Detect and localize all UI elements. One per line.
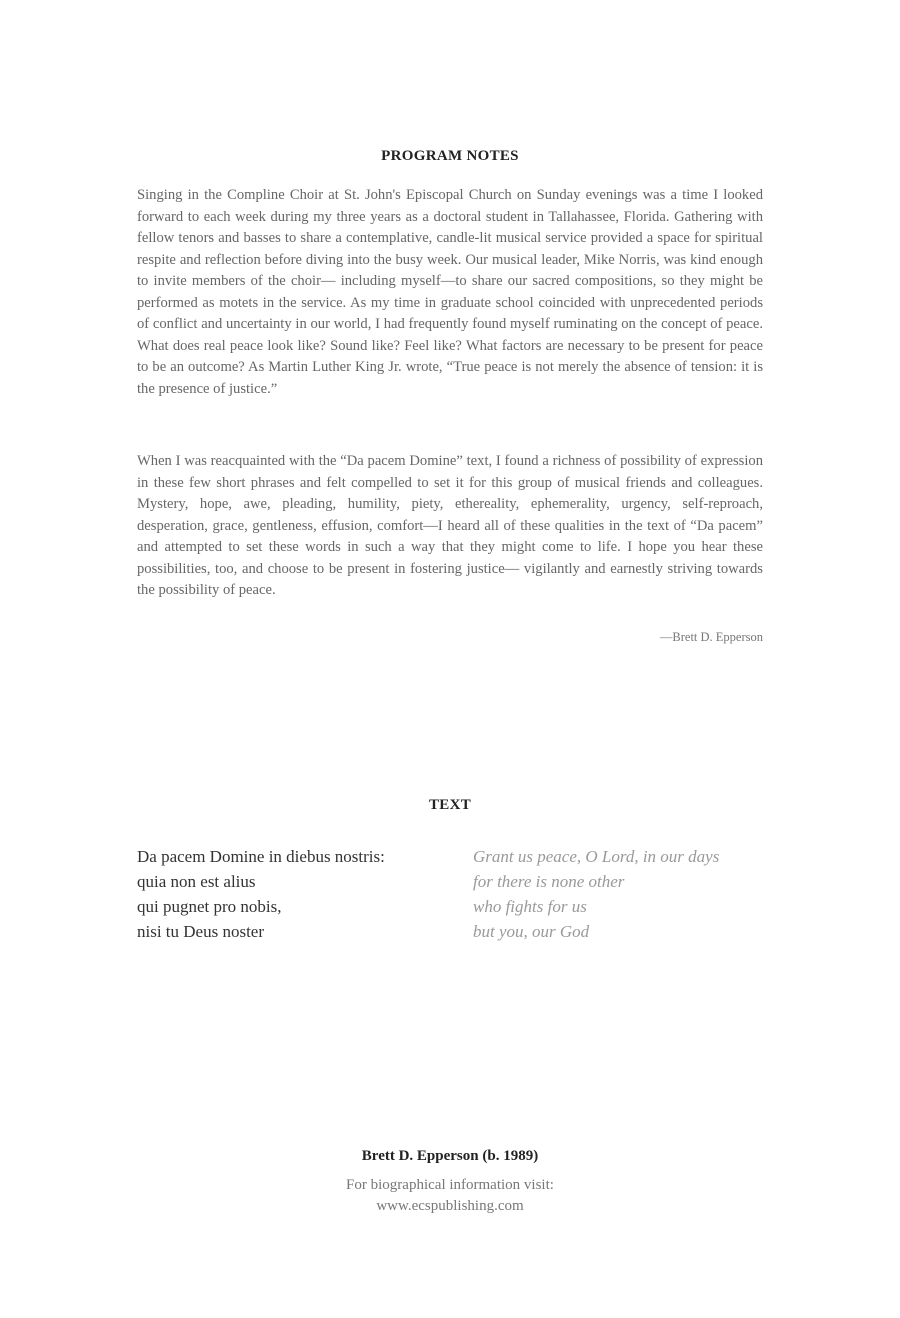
program-notes-heading: PROGRAM NOTES — [381, 148, 519, 164]
latin-line: quia non est alius — [137, 872, 256, 891]
bio-info-text: For biographical information visit: — [346, 1177, 554, 1193]
latin-line: Da pacem Domine in diebus nostris: — [137, 847, 385, 866]
notes-signature: —Brett D. Epperson — [659, 630, 763, 644]
translation-line: Grant us peace, O Lord, in our days — [473, 847, 720, 866]
translation-line: but you, our God — [473, 922, 590, 941]
latin-line: nisi tu Deus noster — [137, 922, 265, 941]
publisher-website: www.ecspublishing.com — [376, 1198, 524, 1214]
translation-line: for there is none other — [473, 872, 625, 891]
translation-line: who fights for us — [473, 897, 587, 916]
paragraph-text: When I was reacquainted with the “Da pacem Domine” text, I found a richness of possibility of expression in these few short phrases and felt compelled to set it for this group of musical friends and colleagues. Mystery, hope, awe, pleading, humility, piety, ethereality, ephemerality, urgency, self-reproach, desperation, grace, gentleness, effusion, comfort—I heard all of these qualities in the text of “Da pacem” and attempted to set these words in such a way that they might come to life. I hope you hear these possibilities, too, and choose to be present in fostering justice— vigilantly and earnestly striving towards the possibility of peace. — [137, 453, 763, 598]
program-notes-paragraph — [137, 185, 763, 400]
text-heading: TEXT — [428, 797, 472, 813]
latin-line: qui pugnet pro nobis, — [137, 897, 282, 916]
program-notes-paragraph — [137, 451, 763, 602]
composer-name: Brett D. Epperson (b. 1989) — [361, 1148, 539, 1164]
english-translation-column — [473, 844, 719, 944]
latin-text-column — [137, 844, 385, 944]
paragraph-text: Singing in the Compline Choir at St. John's Episcopal Church on Sunday evenings was a time I looked forward to each week during my three years as a doctoral student in Tallahassee, Florida. Gathering with fellow tenors and basses to share a contemplative, candle-lit musical service provided a space for spiritual respite and reflection before diving into the busy week. Our musical leader, Mike Norris, was kind enough to invite members of the choir— including myself—to share our sacred compositions, so they might be performed as motets in the service. As my time in graduate school coincided with unprecedented periods of conflict and uncertainty in our world, I had frequently found myself ruminating on the concept of peace. What does real peace look like? Sound like? Feel like? What factors are necessary to be present for peace to be an outcome? As Martin Luther King Jr. wrote, “True peace is not merely the absence of tension: it is the presence of justice.” — [137, 187, 763, 397]
